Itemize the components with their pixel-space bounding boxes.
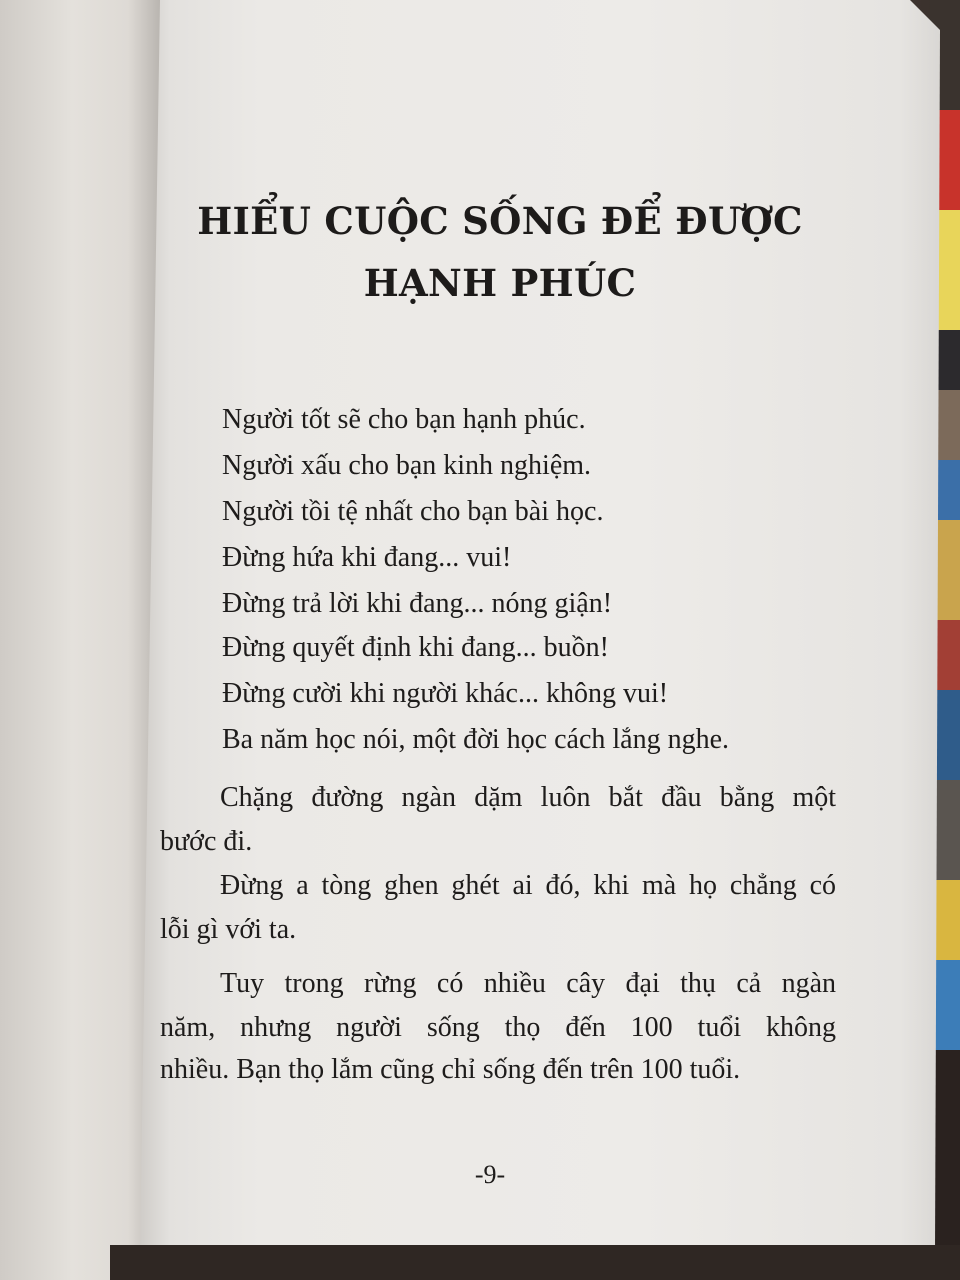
verse-line: Đừng trả lời khi đang... nóng giận! xyxy=(222,588,613,619)
previous-page xyxy=(0,0,160,1280)
chapter-title-line-2: HẠNH PHÚC xyxy=(363,261,637,305)
paragraph-3-line-2: năm, nhưng người sống thọ đến 100 tuổi không xyxy=(160,1012,836,1043)
chapter-title xyxy=(190,190,810,314)
paragraph-1-line-1: Chặng đường ngàn dặm luôn bắt đầu bằng một xyxy=(220,782,836,813)
verse-line: Ba năm học nói, một đời học cách lắng nghe. xyxy=(222,724,730,755)
verse-line: Đừng cười khi người khác... không vui! xyxy=(222,678,669,709)
paragraph-2-line-2: lỗi gì với ta. xyxy=(160,914,297,945)
verse-line: Đừng hứa khi đang... vui! xyxy=(222,542,512,573)
page-number: -9- xyxy=(474,1160,506,1189)
paragraph-2-line-1: Đừng a tòng ghen ghét ai đó, khi mà họ chẳng có xyxy=(220,870,836,901)
verse-line: Đừng quyết định khi đang... buồn! xyxy=(222,632,609,663)
paragraph-1-line-2: bước đi. xyxy=(160,826,253,857)
chapter-title-line-1: HIỂU CUỘC SỐNG ĐỂ ĐƯỢC xyxy=(197,199,803,243)
verse-line: Người tồi tệ nhất cho bạn bài học. xyxy=(222,496,604,527)
paragraph-3-line-1: Tuy trong rừng có nhiều cây đại thụ cả ngàn xyxy=(220,968,836,999)
page-shadow xyxy=(110,1245,960,1280)
verse-line: Người xấu cho bạn kinh nghiệm. xyxy=(222,450,592,481)
paragraph-3-line-3: nhiều. Bạn thọ lắm cũng chỉ sống đến trên 100 tuổi. xyxy=(160,1054,741,1085)
verse-line: Người tốt sẽ cho bạn hạnh phúc. xyxy=(222,404,586,435)
